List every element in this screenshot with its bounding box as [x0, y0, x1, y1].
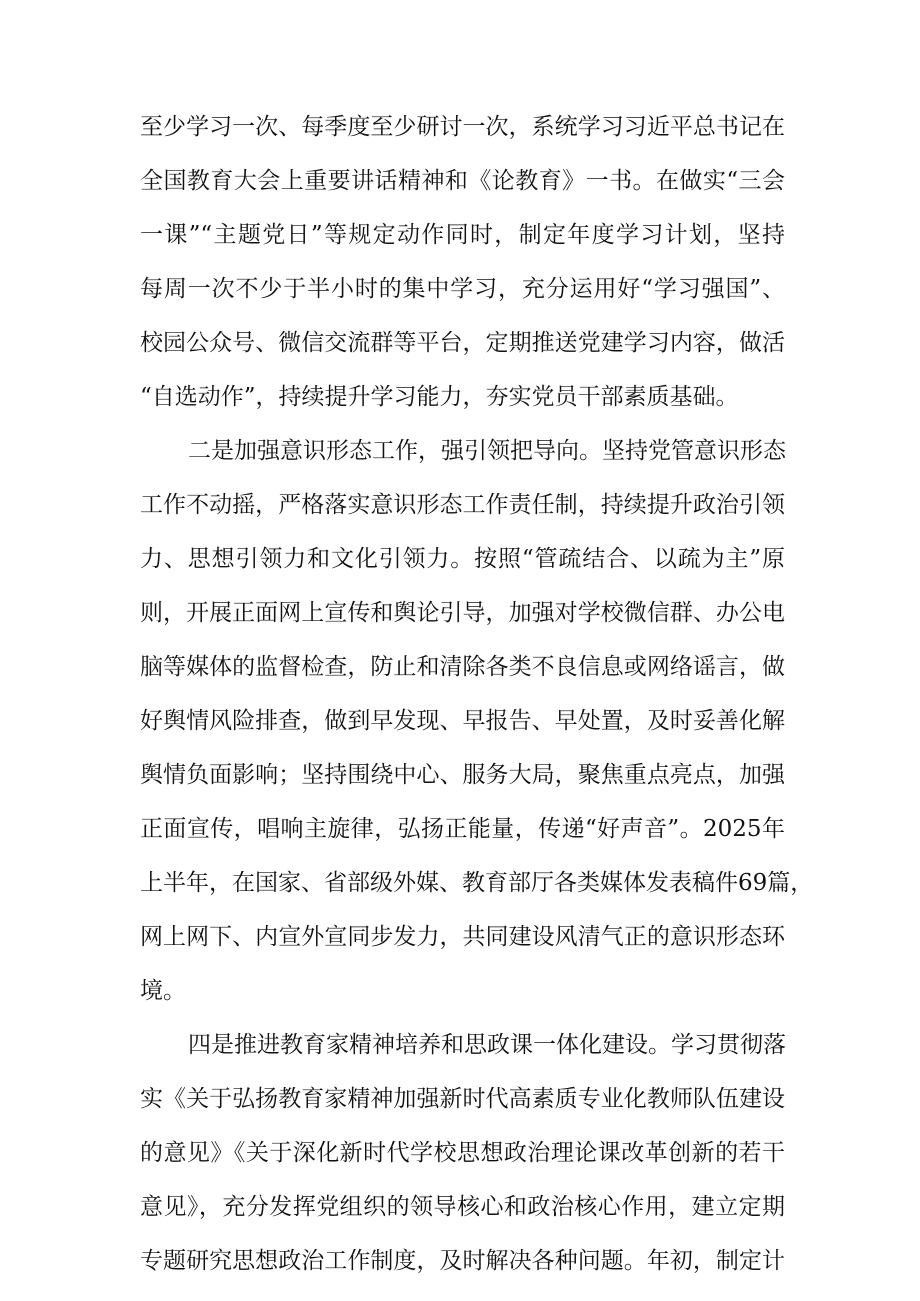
text-line: 好舆情风险排查，做到早发现、早报告、早处置，及时妥善化解: [140, 708, 785, 734]
text-line: 每周一次不少于半小时的集中学习，充分运用好“学习强国”、: [140, 276, 785, 302]
text-line: 工作不动摇，严格落实意识形态工作责任制，持续提升政治引领: [140, 492, 785, 518]
paragraph-start-line: 二是加强意识形态工作，强引领把导向。坚持党管意识形态: [188, 438, 786, 464]
text-line: 至少学习一次、每季度至少研讨一次，系统学习习近平总书记在: [140, 114, 785, 140]
paragraph-start-line: 四是推进教育家精神培养和思政课一体化建设。学习贯彻落: [188, 1032, 786, 1058]
text-line: 上半年，在国家、省部级外媒、教育部厅各类媒体发表稿件69篇，: [140, 870, 814, 896]
text-line: 意见》，充分发挥党组织的领导核心和政治核心作用，建立定期: [140, 1194, 785, 1220]
text-line: 专题研究思想政治工作制度，及时解决各种问题。年初，制定计: [140, 1248, 785, 1274]
text-line: 力、思想引领力和文化引领力。按照“管疏结合、以疏为主”原: [140, 546, 785, 572]
text-line: 实《关于弘扬教育家精神加强新时代高素质专业化教师队伍建设: [140, 1086, 785, 1112]
text-line: 正面宣传，唱响主旋律，弘扬正能量，传递“好声音”。2025年: [140, 816, 785, 842]
text-line: “自选动作”，持续提升学习能力，夯实党员干部素质基础。: [140, 384, 739, 410]
text-line: 一课”“主题党日”等规定动作同时，制定年度学习计划，坚持: [140, 222, 785, 248]
text-line: 校园公众号、微信交流群等平台，定期推送党建学习内容，做活: [140, 330, 785, 356]
text-line: 网上网下、内宣外宣同步发力，共同建设风清气正的意识形态环: [140, 924, 785, 950]
text-line: 境。: [140, 978, 186, 1004]
text-line: 则，开展正面网上宣传和舆论引导，加强对学校微信群、办公电: [140, 600, 785, 626]
text-line: 全国教育大会上重要讲话精神和《论教育》一书。在做实“三会: [140, 168, 785, 194]
text-line: 舆情负面影响；坚持围绕中心、服务大局，聚焦重点亮点，加强: [140, 762, 785, 788]
text-line: 的意见》《关于深化新时代学校思想政治理论课改革创新的若干: [140, 1140, 785, 1166]
text-line: 脑等媒体的监督检查，防止和清除各类不良信息或网络谣言，做: [140, 654, 785, 680]
